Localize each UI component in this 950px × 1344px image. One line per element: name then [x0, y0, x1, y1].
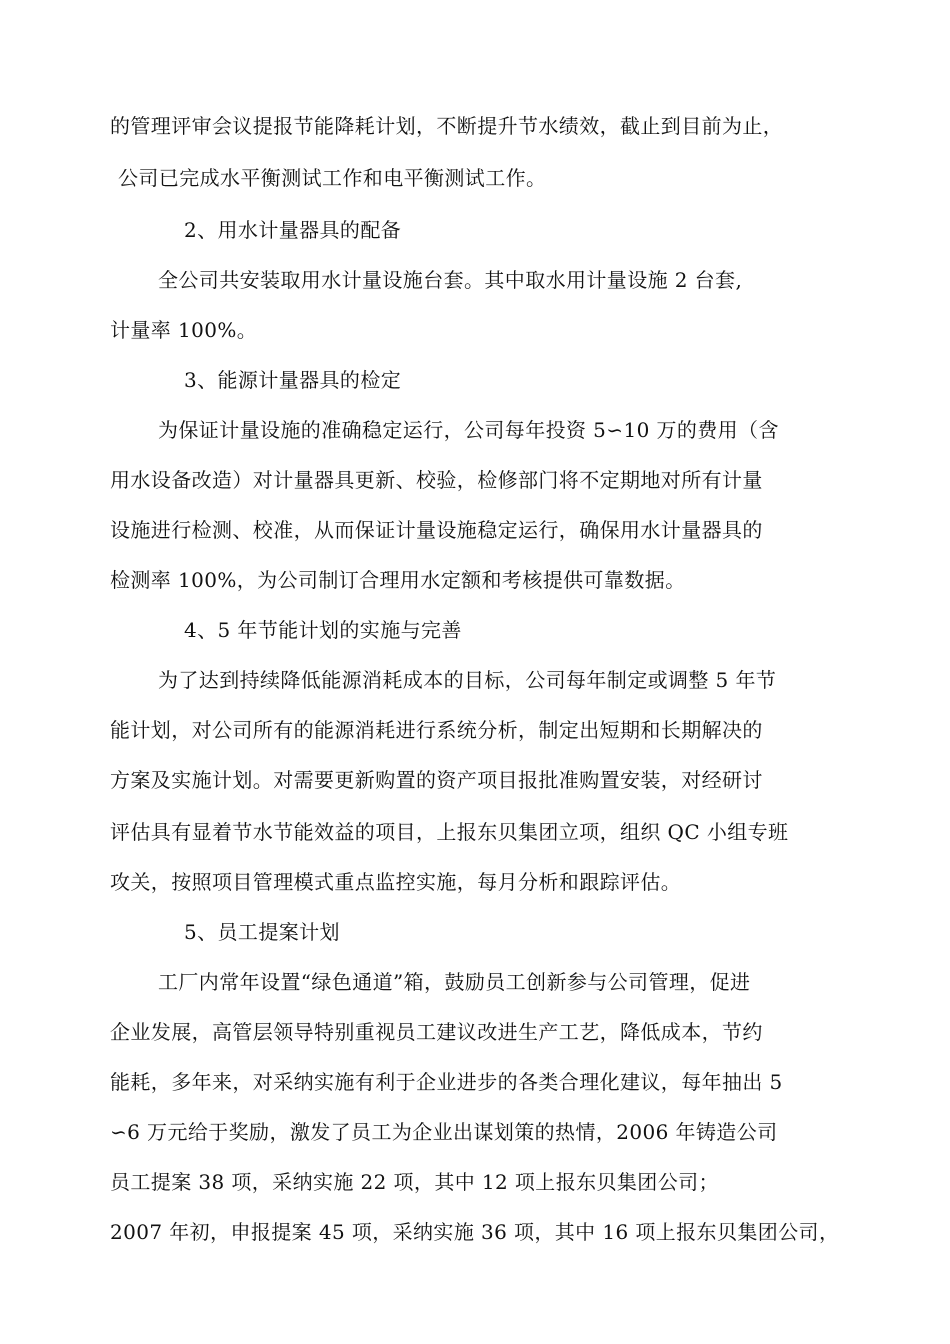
text-line-18: 工厂内常年设置“绿色通道”箱，鼓励员工创新参与公司管理，促进 — [158, 970, 751, 994]
text-line-9: 设施进行检测、校准，从而保证计量设施稳定运行，确保用水计量器具的 — [110, 518, 763, 542]
text-line-22: 员工提案 38 项，采纳实施 22 项，其中 12 项上报东贝集团公司； — [110, 1170, 719, 1194]
text-line-14: 方案及实施计划。对需要更新购置的资产项目报批准购置安装，对经研讨 — [110, 768, 763, 792]
text-line-21: ∽6 万元给于奖励，激发了员工为企业出谋划策的热情，2006 年铸造公司 — [110, 1120, 778, 1144]
text-line-13: 能计划，对公司所有的能源消耗进行系统分析，制定出短期和长期解决的 — [110, 718, 763, 742]
text-line-4: 全公司共安装取用水计量设施台套。其中取水用计量设施 2 台套, — [158, 268, 743, 292]
text-line-2: 公司已完成水平衡测试工作和电平衡测试工作。 — [118, 166, 547, 190]
text-line-23: 2007 年初，申报提案 45 项，采纳实施 36 项，其中 16 项上报东贝集团公司， — [110, 1220, 840, 1244]
text-line-10: 检测率 100%，为公司制订合理用水定额和考核提供可靠数据。 — [110, 568, 686, 592]
text-line-15: 评估具有显着节水节能效益的项目，上报东贝集团立项，组织 QC 小组专班 — [110, 820, 789, 844]
text-line-16: 攻关，按照项目管理模式重点监控实施，每月分析和跟踪评估。 — [110, 870, 682, 894]
text-line-1: 的管理评审会议提报节能降耗计划，不断提升节水绩效，截止到目前为止， — [110, 114, 784, 138]
text-line-8: 用水设备改造）对计量器具更新、校验，检修部门将不定期地对所有计量 — [110, 468, 763, 492]
text-line-7: 为保证计量设施的准确稳定运行，公司每年投资 5∽10 万的费用（含 — [158, 418, 779, 442]
section-heading-2: 2、用水计量器具的配备 — [184, 218, 402, 242]
text-line-20: 能耗，多年来，对采纳实施有利于企业进步的各类合理化建议，每年抽出 5 — [110, 1070, 783, 1094]
section-heading-5: 5、员工提案计划 — [184, 920, 340, 944]
text-line-19: 企业发展，高管层领导特别重视员工建议改进生产工艺，降低成本，节约 — [110, 1020, 763, 1044]
section-heading-3: 3、能源计量器具的检定 — [184, 368, 402, 392]
section-heading-4: 4、5 年节能计划的实施与完善 — [184, 618, 462, 642]
text-line-12: 为了达到持续降低能源消耗成本的目标，公司每年制定或调整 5 年节 — [158, 668, 777, 692]
text-line-5: 计量率 100%。 — [110, 318, 258, 342]
